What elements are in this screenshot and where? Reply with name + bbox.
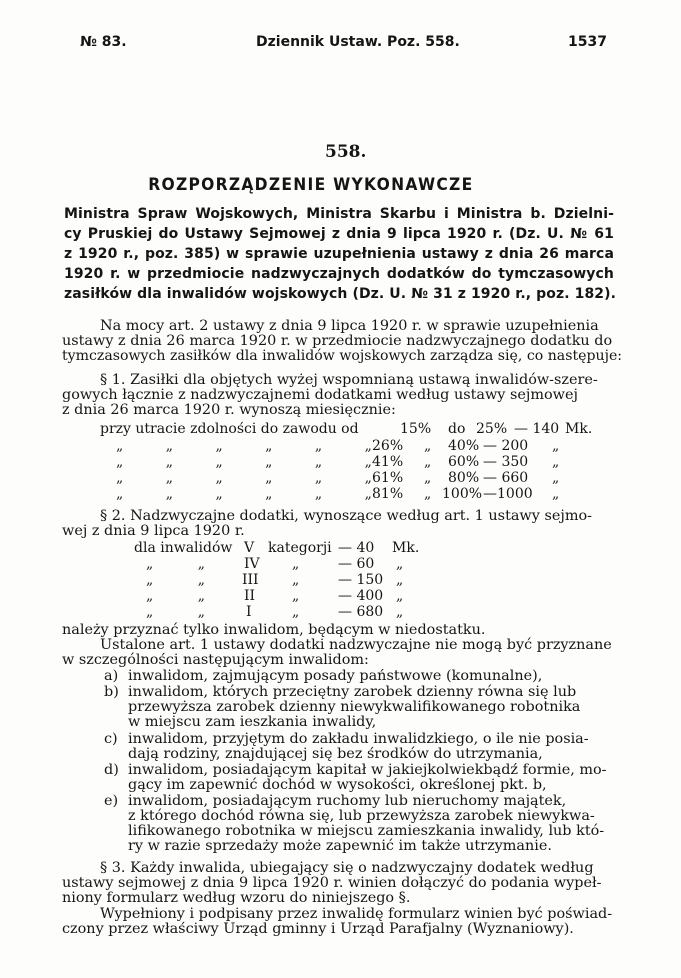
subtitle-line: z 1920 r., poz. 385) w sprawie uzupełnienia ustawy z dnia 26 marca (64, 246, 614, 262)
row-amount: — 350 (483, 454, 529, 470)
ditto-unit: „ (552, 470, 560, 486)
ditto-do: „ (424, 438, 432, 454)
journal-title: Dziennik Ustaw. Poz. 558. (256, 34, 460, 50)
preamble-line: Na mocy art. 2 ustawy z dnia 9 lipca 1920 r. w sprawie uzupełnienia (100, 318, 599, 334)
item-line: w miejscu zam ieszkania inwalidy, (128, 714, 377, 730)
section-2-line: § 2. Nadzwyczajne dodatki, wynoszące według art. 1 ustawy sejmo- (100, 508, 592, 524)
ditto-marks: „ „ „ „ „ „ (116, 438, 372, 454)
ditto-unit: „ (396, 556, 404, 572)
row-unit: Mk. (392, 540, 420, 556)
ditto-unit: „ (552, 438, 560, 454)
ditto-marks: „ „ „ „ „ „ (116, 486, 372, 502)
item-line: gący im zapewnić dochód w wysokości, określonej pkt. b, (128, 777, 547, 793)
item-line: inwalidom, zajmującym posady państwowe (komunalne), (128, 668, 543, 684)
table2-lead: dla inwalidów (134, 540, 233, 556)
preamble-line: ustawy z dnia 26 marca 1920 r. w przedmiocie nadzwyczajnego dodatku do (62, 333, 613, 349)
ditto-marks: „ „ „ „ „ „ (116, 454, 372, 470)
row-from: 81% (372, 486, 404, 502)
ditto-word: „ (292, 604, 300, 620)
item-line: lifikowanego robotnika w miejscu zamieszkania inwalidy, lub któ- (128, 823, 605, 839)
row-amount: — 680 (338, 604, 384, 620)
after-table-line: należy przyznać tylko inwalidom, będącym w niedostatku. (62, 622, 486, 638)
row-amount: — 150 (338, 572, 384, 588)
row-to: 60% (448, 454, 480, 470)
item-line: z którego dochód równa się, lub przewyższa zarobek niewykwa- (128, 808, 595, 824)
document-number: 558. (325, 142, 367, 162)
section-2-line: wej z dnia 9 lipca 1920 r. (62, 523, 245, 539)
item-line: przewyższa zarobek dzienny niewykwalifikowanego robotnika (128, 699, 581, 715)
item-line: ry w razie sprzedaży może zapewnić im także utrzymanie. (128, 838, 552, 854)
table-lead: przy utracie zdolności do zawodu od (100, 421, 359, 437)
row-amount: — 660 (483, 470, 529, 486)
row-amount: — 400 (338, 588, 384, 604)
item-line: inwalidom, posiadającym kapitał w jakiejkolwiekbądź formie, mo- (128, 762, 607, 778)
row-cat: III (242, 572, 259, 588)
ditto-unit: „ (552, 486, 560, 502)
section-1-line: z dnia 26 marca 1920 r. wynoszą miesięcznie: (62, 402, 396, 418)
final-line: czony przez właściwy Urząd gminny i Urząd Parafjalny (Wyznaniowy). (62, 921, 574, 937)
ditto-word: „ (292, 572, 300, 588)
subtitle-line: zasiłków dla inwalidów wojskowych (Dz. U. № 31 z 1920 r., poz. 182). (64, 286, 617, 302)
ditto-marks: „ „ (146, 572, 205, 588)
ditto-unit: „ (552, 454, 560, 470)
preamble-line: tymczasowych zasiłków dla inwalidów wojskowych zarządza się, co następuje: (62, 348, 623, 364)
row-amount: — 200 (483, 438, 529, 454)
row-do: do (448, 421, 466, 437)
section-3-line: ustawy sejmowej z dnia 9 lipca 1920 r. winien dołączyć do podania wypeł- (62, 875, 602, 891)
subtitle-line: cy Pruskiej do Ustawy Sejmowej z dnia 9 lipca 1920 r. (Dz. U. № 61 (64, 226, 614, 242)
row-to: 25% (476, 421, 508, 437)
ditto-marks: „ „ (146, 588, 205, 604)
item-line: inwalidom, przyjętym do zakładu inwalidzkiego, o ile nie posia- (128, 731, 589, 747)
row-from: 41% (372, 454, 404, 470)
section-1-line: § 1. Zasiłki dla objętych wyżej wspomnianą ustawą inwalidów-szere- (100, 372, 598, 388)
item-letter: b) (104, 684, 119, 700)
item-letter: a) (104, 668, 119, 684)
ditto-marks: „ „ „ „ „ „ (116, 470, 372, 486)
row-amount: — 60 (338, 556, 375, 572)
item-line: inwalidom, posiadającym ruchomy lub nieruchomy majątek, (128, 793, 567, 809)
row-from: 26% (372, 438, 404, 454)
subtitle-line: 1920 r. w przedmiocie nadzwyczajnych dodatków do tymczasowych (64, 266, 614, 282)
ditto-marks: „ „ (146, 556, 205, 572)
row-cat: IV (244, 556, 260, 572)
row-amount: — 40 (338, 540, 375, 556)
row-cat: II (244, 588, 256, 604)
ditto-unit: „ (396, 604, 404, 620)
table2-word: kategorji (268, 540, 332, 556)
row-to: 80% (448, 470, 480, 486)
subtitle-line: Ministra Spraw Wojskowych, Ministra Skarbu i Ministra b. Dzielni- (64, 206, 614, 222)
section-1-line: gowych łącznie z nadzwyczajnemi dodatkami według ustawy sejmowej (62, 387, 578, 403)
row-to: 40% (448, 438, 480, 454)
row-from: 61% (372, 470, 404, 486)
ditto-marks: „ „ (146, 604, 205, 620)
final-line: Wypełniony i podpisany przez inwalidę formularz winien być poświad- (100, 906, 613, 922)
exclusions-line: w szczególności następującym inwalidom: (62, 652, 369, 668)
ditto-unit: „ (396, 572, 404, 588)
row-cat: V (244, 540, 255, 556)
ditto-word: „ (292, 556, 300, 572)
ditto-word: „ (292, 588, 300, 604)
row-amount: — 140 (514, 421, 560, 437)
ditto-unit: „ (396, 588, 404, 604)
section-3-line: § 3. Każdy inwalida, ubiegający się o nadzwyczajny dodatek według (100, 860, 594, 876)
item-letter: c) (104, 731, 118, 747)
ditto-do: „ (424, 486, 432, 502)
row-to: 100% (442, 486, 483, 502)
ditto-do: „ (424, 470, 432, 486)
item-letter: e) (104, 793, 119, 809)
issue-number: № 83. (80, 34, 127, 50)
row-amount: —1000 (483, 486, 533, 502)
item-letter: d) (104, 762, 119, 778)
exclusions-line: Ustalone art. 1 ustawy dodatki nadzwyczajne nie mogą być przyznane (100, 637, 612, 653)
item-line: inwalidom, których przeciętny zarobek dzienny równa się lub (128, 684, 577, 700)
section-3-line: niony formularz według wzoru do niniejszego §. (62, 890, 411, 906)
page-number: 1537 (568, 34, 607, 50)
item-line: dają rodziny, znajdującej się bez środków do utrzymania, (128, 746, 543, 762)
row-unit: Mk. (565, 421, 593, 437)
row-from: 15% (400, 421, 432, 437)
row-cat: I (246, 604, 252, 620)
ditto-do: „ (424, 454, 432, 470)
document-title: ROZPORZĄDZENIE WYKONAWCZE (148, 175, 474, 195)
